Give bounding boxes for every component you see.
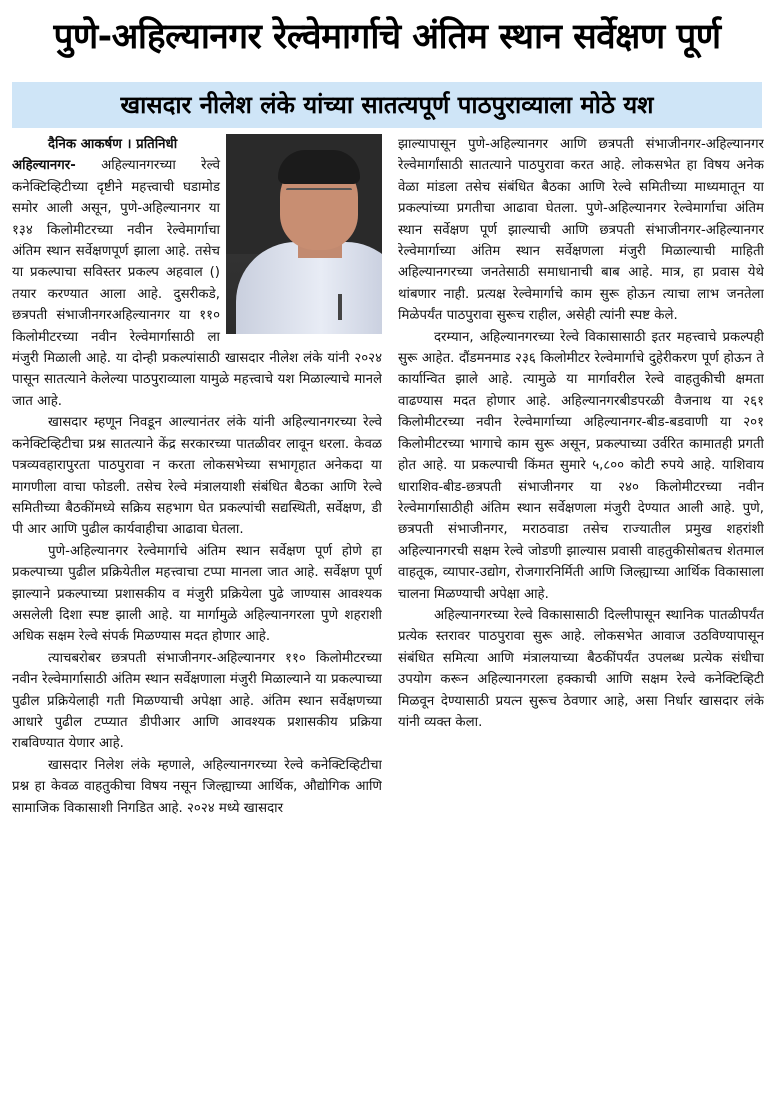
mp-photo	[226, 134, 382, 334]
body-paragraph: पुणे-अहिल्यानगर रेल्वेमार्गाचे अंतिम स्थान सर्वेक्षण पूर्ण होणे हा प्रकल्पाच्या पुढील प्रक्रियेतील महत्त्वाचा टप्पा मानला जात आहे. सर्वेक्षण पूर्ण झाल्याने प्रकल्पाच्या प्रशासकीय व मंजुरी प्रक्रियेला पुढे जाण्यास आवश्यक असलेली दिशा स्पष्ट झाली आहे. या मार्गामुळे अहिल्यानगरला पुणे शहराशी अधिक सक्षम रेल्वे संपर्क मिळण्यास मदत होणार आहे.	[12, 543, 382, 645]
body-paragraph: अहिल्यानगरच्या रेल्वे विकासासाठी दिल्लीपासून स्थानिक पातळीपर्यंत प्रत्येक स्तरावर पाठपुरावा सुरू आहे. लोकसभेत आवाज उठविण्यापासून संबंधित समित्या आणि मंत्रालयाच्या बैठकींपर्यंत उपलब्ध प्रत्येक संधीचा उपयोग करून अहिल्यानगरला हक्काची आणि सक्षम रेल्वे कनेक्टिव्हिटी मिळवून देण्यासाठी प्रयत्न सुरूच ठेवणार आहे, असा निर्धार खासदार लंके यांनी व्यक्त केला.	[398, 607, 764, 730]
photo-glasses	[286, 188, 352, 204]
body-paragraph: त्याचबरोबर छत्रपती संभाजीनगर-अहिल्यानगर ११० किलोमीटरच्या नवीन रेल्वेमार्गासाठी अंतिम स्थान सर्वेक्षणाला मंजुरी मिळाल्याने या प्रकल्पाच्या पुढील प्रक्रियेलाही गती मिळण्याची अपेक्षा आहे. अंतिम स्थान सर्वेक्षणच्या आधारे पुढील टप्प्यात डीपीआर आणि आवश्यक प्रशासकीय प्रक्रिया राबविण्यात येणार आहे.	[12, 650, 382, 752]
right-column	[398, 134, 764, 1104]
body-paragraph: खासदार म्हणून निवडून आल्यानंतर लंके यांनी अहिल्यानगरच्या रेल्वे कनेक्टिव्हिटीचा प्रश्न सातत्याने केंद्र सरकारच्या पातळीवर लावून धरला. केवळ पत्रव्यवहारापुरता पाठपुरावा न करता लोकसभेच्या सभागृहात अनेकदा या मागणीला वाचा फोडली. तसेच रेल्वे मंत्रालयाशी संबंधित बैठका आणि रेल्वे समितीच्या बैठकींमध्ये सक्रिय सहभाग घेत प्रकल्पांची सद्यस्थिती, सर्वेक्षण, डी पी आर आणि पुढील कार्यवाहीचा आढावा घेतला.	[12, 415, 382, 538]
body-paragraph: दरम्यान, अहिल्यानगरच्या रेल्वे विकासासाठी इतर महत्त्वाचे प्रकल्पही सुरू आहेत. दौंडमनमाड २३६ किलोमीटर रेल्वेमार्गाचे दुहेरीकरण पूर्ण होऊन ते कार्यान्वित झाले आहे. त्यामुळे या मार्गावरील रेल्वे वाहतुकीची क्षमता वाढण्यास मदत होणार आहे. अहिल्यानगरबीडपरळी वैजनाथ या २६१ किलोमीटरच्या नवीन रेल्वेमार्गाच्या अहिल्यानगर-बीड-बडवाणी या २०१ किलोमीटरच्या भागाचे काम सुरू असून, प्रकल्पाच्या उर्वरित कामातही प्रगती होत आहे. या प्रकल्पाची किंमत सुमारे ५,८०० कोटी रुपये आहे. याशिवाय धाराशिव-बीड-छत्रपती संभाजीनगर या २४० किलोमीटरच्या नवीन रेल्वेमार्गासाठीही अंतिम स्थान सर्वेक्षणला मंजुरी देण्यात आली आहे. पुणे, छत्रपती संभाजीनगर, मराठवाडा तसेच राज्यातील प्रमुख शहरांशी अहिल्यानगरची सक्षम रेल्वे जोडणी झाल्यास प्रवासी वाहतुकीसोबतच शेतमाल वाहतूक, व्यापार-उद्योग, रोजगारनिर्मिती आणि जिल्ह्याच्या आर्थिक विकासाला चालना मिळण्याची अपेक्षा आहे.	[398, 329, 764, 602]
dateline: अहिल्यानगर-	[12, 158, 76, 174]
photo-microphone	[338, 294, 342, 320]
byline: दैनिक आकर्षण । प्रतिनिधी	[48, 137, 178, 152]
lead-block	[12, 134, 382, 412]
headline: पुणे-अहिल्यानगर रेल्वेमार्गाचे अंतिम स्थान सर्वेक्षण पूर्ण	[53, 17, 721, 57]
photo-hair	[278, 150, 360, 184]
paragraph-text: अहिल्यानगरच्या रेल्वे कनेक्टिव्हिटीच्या दृष्टीने महत्त्वाची घडामोड समोर आली असून, पुणे-अहिल्यानगर या १३४ किलोमीटरच्या नवीन रेल्वेमार्गाचा अंतिम स्थान सर्वेक्षणपूर्ण झाला आहे. तसेच या प्रकल्पाचा सविस्तर प्रकल्प अहवाल () तयार करण्यात आला आहे. दुसरीकडे, छत्रपती संभाजीनगरअहिल्यानगर या ११० किलोमीटरच्या नवीन रेल्वेमार्गासाठी ला मंजुरी मिळाली आहे. या दोन्ही प्रकल्पांसाठी खासदार नीलेश लंके यांनी २०२४ पासून सातत्याने केलेल्या पाठपुराव्याला यामुळे महत्त्वाचे यश मिळाल्याचे मानले जात आहे.	[12, 158, 382, 409]
subheadline: खासदार नीलेश लंके यांच्या सातत्यपूर्ण पाठपुराव्याला मोठे यश	[12, 82, 762, 128]
body-paragraph: झाल्यापासून पुणे-अहिल्यानगर आणि छत्रपती संभाजीनगर-अहिल्यानगर रेल्वेमार्गांसाठी सातत्याने पाठपुरावा करत आहे. लोकसभेत हा विषय अनेक वेळा मांडला तसेच संबंधित बैठका आणि रेल्वे समितीच्या माध्यमातून या प्रकल्पांच्या प्रगतीचा आढावा घेतला. पुणे-अहिल्यानगर रेल्वेमार्गाचा अंतिम स्थान सर्वेक्षण पूर्ण झाल्याची आणि छत्रपती संभाजीनगर-अहिल्यानगर रेल्वेमार्गाच्या अंतिम स्थान सर्वेक्षणला मंजुरी मिळाल्याची माहिती अहिल्यानगरच्या जनतेसाठी समाधानाची बाब आहे. मात्र, हा प्रवास येथे थांबणार नाही. प्रत्यक्ष रेल्वेमार्गाचे काम सुरू होऊन त्याचा लाभ जनतेला मिळेपर्यंत पाठपुरावा सुरूच राहील, असेही त्यांनी स्पष्ट केले.	[398, 137, 764, 324]
body-paragraph: खासदार निलेश लंके म्हणाले, अहिल्यानगरच्या रेल्वे कनेक्टिव्हिटीचा प्रश्न हा केवळ वाहतुकीचा विषय नसून जिल्ह्याच्या आर्थिक, औद्योगिक आणि सामाजिक विकासाशी निगडित आहे. २०२४ मध्ये खासदार	[12, 757, 382, 816]
left-column	[12, 134, 382, 1104]
